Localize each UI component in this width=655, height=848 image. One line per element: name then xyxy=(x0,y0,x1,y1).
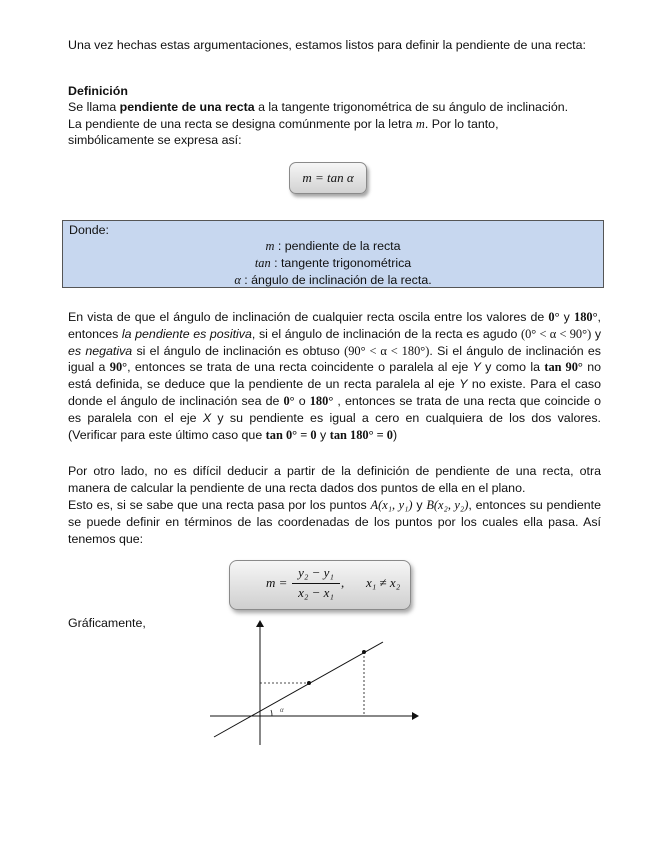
paragraph-other-method: Por otro lado, no es difícil deducir a partir de la definición de pendiente de una recta, otra manera de calcular la pendiente de una recta dados dos puntos de ella en el plano. xyxy=(68,464,601,495)
formula-lhs: m = xyxy=(266,575,288,590)
description: : pendiente de la recta xyxy=(274,239,401,253)
text: o xyxy=(294,393,310,408)
text: y como la xyxy=(480,360,545,375)
text: ) xyxy=(393,427,398,442)
description: : ángulo de inclinación de la recta. xyxy=(240,273,432,287)
text: , entonces se trata de una recta coincidente o paralela al eje xyxy=(127,360,473,375)
text: Se llama xyxy=(68,100,120,114)
donde-box xyxy=(62,220,604,288)
emphasis: la pendiente es positiva xyxy=(121,326,252,341)
axis-name: Y xyxy=(459,377,468,392)
point-b: B(x₂, y₂) xyxy=(426,498,469,512)
axis-name: Y xyxy=(472,360,481,375)
definition-line-2 xyxy=(68,116,598,133)
definition-line-1 xyxy=(68,99,598,116)
paragraph-two-points xyxy=(68,497,601,547)
slope-formula: m = tan α xyxy=(302,169,354,185)
donde-label: Donde: xyxy=(69,223,109,237)
paragraph-angle-cases xyxy=(68,309,601,443)
definition-body xyxy=(68,99,598,149)
text: . Si el ángulo de inclinación es igual a xyxy=(68,343,601,375)
text: a la tangente trigonométrica de su ángulo de inclinación. xyxy=(254,100,569,114)
math: (0° < α < 90°) xyxy=(520,326,592,341)
text: y su pendiente es igual a cero en cualquiera de los dos valores. (Verificar para este último caso que xyxy=(68,410,601,442)
bold-term: pendiente de una recta xyxy=(119,100,255,114)
donde-item xyxy=(63,272,603,289)
donde-item xyxy=(63,255,603,272)
point-b-marker xyxy=(362,650,366,654)
slope-line xyxy=(214,642,383,737)
math: tan 0° = 0 xyxy=(265,427,317,442)
emphasis: es negativa xyxy=(68,343,133,358)
text: y xyxy=(412,498,427,512)
math: 90° xyxy=(109,360,128,375)
text: , entonces se trata de una recta que coincide o es paralela con el eje xyxy=(68,393,601,425)
text: y xyxy=(591,326,602,341)
symbol: α xyxy=(234,273,241,287)
math: tan 90° xyxy=(544,360,583,375)
text: , entonces xyxy=(68,310,601,341)
intro-text: Una vez hechas estas argumentaciones, estamos listos para definir la pendiente de una recta: xyxy=(68,38,586,52)
formula-denominator: x₂ − x₁ xyxy=(298,584,334,600)
variable-m: m xyxy=(415,116,425,131)
text: no está definida, se deduce que la pendiente de un recta paralela al eje xyxy=(68,360,602,392)
math: 180° xyxy=(309,393,334,408)
text: y xyxy=(316,427,330,442)
donde-item xyxy=(63,238,603,255)
text: , si el ángulo de inclinación de la recta es agudo xyxy=(251,326,521,341)
text: Esto es, si se sabe que una recta pasa por los puntos xyxy=(68,498,371,512)
math: 0° xyxy=(548,310,560,324)
formula-numerator: y₂ − y₁ xyxy=(292,565,340,584)
graph-caption: Gráficamente, xyxy=(68,616,146,630)
formula-condition: x₁ ≠ x₂ xyxy=(366,575,401,590)
text: La pendiente de una recta se designa comúnmente por la letra xyxy=(68,116,416,131)
math: (90° < α < 180°) xyxy=(344,343,430,358)
definition-line-3: simbólicamente se expresa así: xyxy=(68,133,242,148)
formula-comma: , xyxy=(341,575,345,590)
formula-fraction xyxy=(292,565,340,601)
text: , entonces su pendiente se puede definir en términos de las coordenadas de los puntos por los cuales ella pasa. Así tenemos que: xyxy=(68,498,601,546)
math: tan 180° = 0 xyxy=(329,427,393,442)
angle-arc xyxy=(271,710,272,716)
symbol: tan xyxy=(254,256,271,270)
text: si el ángulo de inclinación es obtuso xyxy=(132,343,345,358)
definition-title: Definición xyxy=(68,84,128,98)
slope-formula-box xyxy=(289,162,367,194)
text: y xyxy=(559,310,574,324)
two-point-formula-box xyxy=(229,560,411,610)
point-a-marker xyxy=(307,681,311,685)
symbol: m xyxy=(265,239,275,253)
angle-label: α xyxy=(280,706,284,714)
point-a: A(x₁, y₁) xyxy=(370,498,413,512)
text: En vista de que el ángulo de inclinación de cualquier recta oscila entre los valores de xyxy=(68,310,549,324)
math: 0° xyxy=(283,393,295,408)
text: . Por lo tanto, xyxy=(424,116,499,131)
axis-name: X xyxy=(202,410,212,425)
slope-graph xyxy=(200,615,430,755)
text: no existe. Para el caso donde el ángulo de inclinación sea de xyxy=(68,377,601,408)
math: 180° xyxy=(574,310,598,324)
description: : tangente trigonométrica xyxy=(270,256,412,270)
